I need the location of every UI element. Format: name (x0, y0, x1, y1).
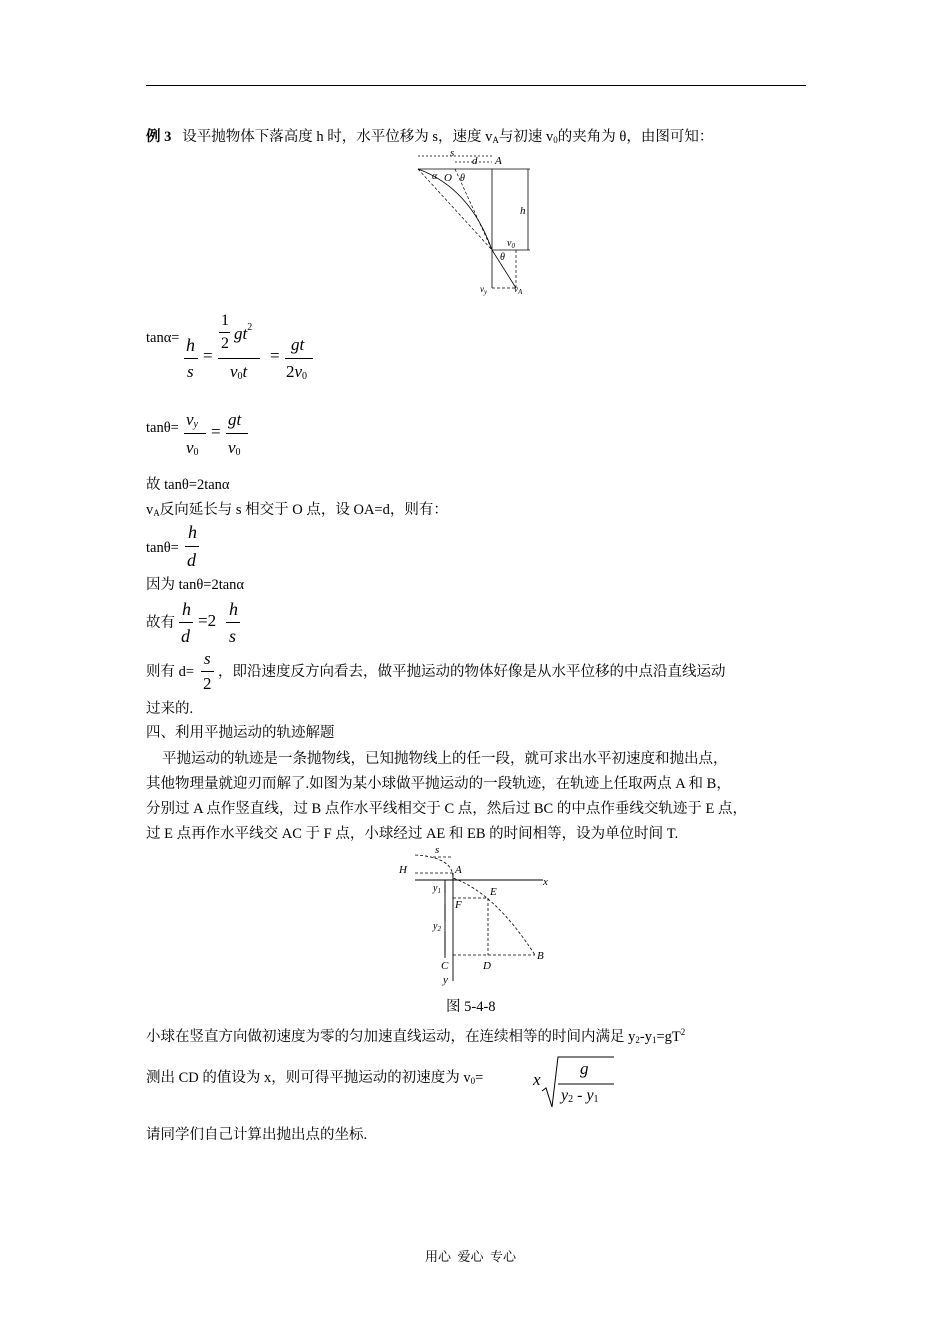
f2-c: C (441, 960, 449, 972)
figure-caption: 图 5-4-8 (446, 999, 496, 1015)
f2-d: D (483, 960, 491, 972)
eq3-bar (185, 546, 199, 547)
eq4-bar1 (179, 622, 193, 623)
eq2-gt: gt (228, 410, 242, 429)
f2-e: E (490, 886, 497, 898)
eq1-bar1 (184, 358, 198, 359)
eq1-small-bar (219, 332, 230, 333)
para-line-3: 分别过 A 点作竖直线，过 B 点作水平线相交于 C 点，然后过 BC 的中点作垂线交轨迹于 E 点， (146, 801, 747, 817)
para-line-1: 平抛运动的轨迹是一条抛物线，已知抛物线上的任一段，就可求出水平初速度和抛出点， (162, 751, 728, 767)
eq1-bar3 (285, 358, 313, 359)
eq1-2v0: $2v_0$ (286, 362, 308, 382)
header-rule (146, 85, 806, 86)
eq4-eq2: =2 (198, 611, 217, 630)
line-motion: 小球在竖直方向做初速度为零的匀加速直线运动，在连续相等的时间内满足 $y_2-y_1=gT^2$ (146, 1027, 686, 1045)
eq5-lhs: 则有 d= (146, 664, 195, 680)
eq1-gt: gt (291, 335, 305, 354)
intro-text-2: 与初速 v (498, 129, 554, 145)
eq4-s: s (229, 626, 237, 646)
para-line-4: 过 E 点再作水平线交 AC 于 F 点，小球经过 AE 和 EB 的时间相等，设为单位时间 T. (146, 826, 679, 842)
line-last: 请同学们自己计算出抛出点的坐标. (146, 1127, 368, 1143)
eq4-h: h (182, 599, 191, 619)
footer: 用心 爱心 专心 (425, 1249, 517, 1264)
eq1-bar2 (218, 358, 260, 359)
eq3-lhs: tanθ= (146, 540, 179, 556)
f2-y1: $y_1$ (433, 883, 441, 895)
measure-x: x (533, 1070, 541, 1089)
eq5-s: s (204, 649, 211, 668)
eq4-d: d (181, 626, 190, 646)
trajectory-grid-diagram (395, 843, 560, 988)
line-ratio: 故 tanθ=2tanα (146, 477, 230, 493)
eq2-eq: = (211, 422, 221, 441)
line-because: 因为 tanθ=2tanα (146, 577, 245, 593)
eq4-lhs: 故有 (146, 615, 175, 631)
eq1-eq1: = (203, 346, 213, 365)
eq2-v0b: $v_0$ (228, 438, 241, 458)
f2-h: H (399, 864, 407, 876)
projectile-angle-diagram (410, 148, 540, 298)
eq1-s: s (187, 362, 194, 381)
eq2-vy: $v_y$ (186, 410, 198, 430)
line-va: $v_A$反向延长与 s 相交于 O 点，设 OA=d，则有： (146, 502, 448, 518)
measure-denom: $y_2 - y_1$ (561, 1087, 599, 1105)
f2-s: s (435, 844, 440, 856)
f2-f: F (455, 899, 462, 911)
label-theta: θ (460, 173, 465, 184)
eq5-two: 2 (203, 674, 212, 693)
f2-y2: $y_2$ (433, 921, 441, 933)
eq1-lhs: tanα= (146, 330, 180, 346)
eq1-h: h (186, 335, 195, 355)
line-continued: 过来的. (146, 701, 194, 717)
f2-y: y (443, 974, 448, 986)
f2-a: A (455, 864, 462, 876)
eq2-bar2 (226, 433, 248, 434)
eq4-h2: h (229, 599, 238, 619)
label-va: $v_A$ (514, 284, 523, 296)
example3-intro (146, 127, 713, 150)
intro-text-1: 设平抛物体下落高度 h 时，水平位移为 s，速度 v (182, 129, 493, 145)
eq1-one: 1 (221, 312, 229, 329)
eq3-h: h (188, 522, 197, 542)
eq2-lhs: tanθ= (146, 420, 179, 436)
f2-x: x (543, 876, 548, 888)
intro-sub-a: A (492, 135, 499, 145)
eq5-rest: ，即沿速度反方向看去，做平抛运动的物体好像是从水平位移的中点沿直线运动 (218, 664, 726, 680)
label-alpha: α (432, 171, 438, 182)
label-v0: $v_0$ (507, 238, 515, 250)
label-vy: $v_y$ (480, 284, 488, 296)
example-label: 例 3 (146, 129, 172, 145)
eq3-d: d (187, 550, 196, 570)
parabola (415, 855, 535, 955)
eq1-two: 2 (221, 335, 229, 352)
label-theta2: θ (500, 252, 505, 263)
para-line-2: 其他物理量就迎刃而解了.如图为某小球做平抛运动的一段轨迹，在轨迹上任取两点 A 和 B， (146, 776, 731, 792)
f2-b: B (537, 950, 544, 962)
label-h: h (520, 205, 526, 217)
eq1-eq2: = (270, 346, 280, 365)
eq4-bar2 (226, 622, 240, 623)
label-d: d (472, 155, 478, 167)
eq2-v0: $v_0$ (186, 438, 199, 458)
intro-sub-0: 0 (553, 135, 558, 145)
eq5-bar (201, 671, 214, 672)
label-s: s (450, 148, 455, 159)
section4-heading: 四、利用平抛运动的轨迹解题 (146, 725, 335, 741)
measure-g: g (580, 1059, 589, 1078)
eq1-v0t: $v_0t$ (230, 362, 248, 382)
eq2-bar1 (184, 433, 206, 434)
label-a: A (495, 155, 502, 167)
line-measure: 测出 CD 的值设为 x，则可得平抛运动的初速度为 $v_0=$ (146, 1070, 484, 1086)
eq1-gt2: $gt^2$ (234, 322, 253, 343)
label-o: O (444, 172, 452, 184)
intro-text-3: 的夹角为 θ，由图可知： (557, 129, 714, 145)
